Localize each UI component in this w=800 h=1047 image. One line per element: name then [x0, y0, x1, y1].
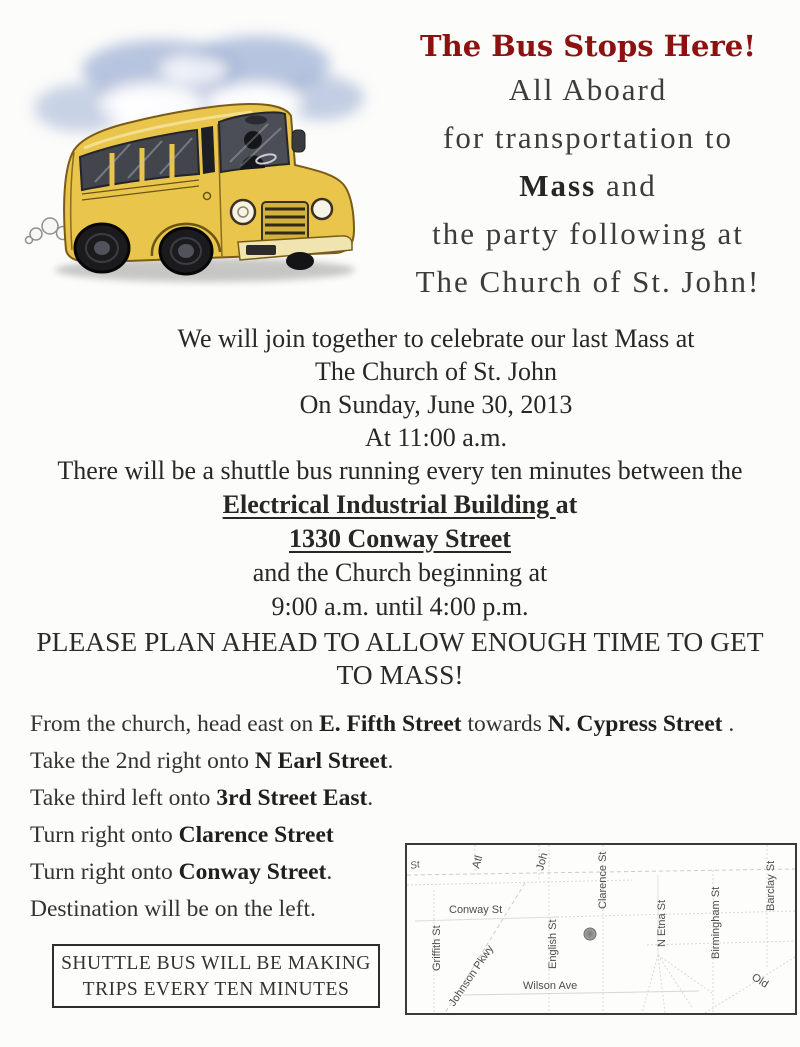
street-map [405, 843, 797, 1015]
map-label-johnson-pkwy: Johnson Pkwy [446, 943, 497, 1009]
map-label-clarence: Clarence St [597, 851, 609, 909]
direction-text: . [326, 859, 333, 885]
map-label-griffith: Griffith St [431, 925, 443, 971]
street-name-bold: Conway Street [178, 859, 327, 885]
header-line-party: the party following at [432, 216, 744, 251]
address-text: 1330 Conway Street [289, 524, 511, 553]
shuttle-building-line [0, 488, 800, 522]
building-suffix-text: at [555, 490, 578, 519]
headlight-left [231, 200, 255, 224]
side-mirror [292, 130, 305, 152]
announcement-church-line: The Church of St. John [315, 357, 557, 386]
street-name-bold: N Earl Street [254, 748, 388, 774]
street-name-bold: E. Fifth Street [319, 711, 462, 737]
exhaust-puffs [26, 218, 70, 244]
street-name-bold: Clarence Street [178, 822, 334, 848]
building-underlined-text: Electrical Industrial Building [222, 490, 556, 519]
header-line-aboard: All Aboard [508, 72, 668, 107]
direction-text: . [367, 785, 374, 811]
mass-rest-text: and [596, 168, 657, 203]
map-label-birmingham: Birmingham St [710, 886, 722, 959]
notice-line-1: SHUTTLE BUS WILL BE MAKING [61, 953, 371, 974]
announcement-join-line: We will join together to celebrate our last Mass at [177, 324, 695, 353]
shuttle-address-line [0, 522, 800, 556]
mass-bold-text: Mass [519, 168, 597, 203]
direction-text: . [387, 748, 394, 774]
direction-step [30, 743, 790, 780]
page-title: The Bus Stops Here! [420, 29, 756, 63]
map-label-wilson: Wilson Ave [523, 980, 578, 992]
map-location-marker [584, 928, 596, 940]
announcement-block [70, 322, 800, 454]
direction-text: towards [461, 711, 548, 737]
map-label-joh: Joh [534, 851, 551, 872]
notice-line-2: TRIPS EVERY TEN MINUTES [82, 979, 350, 1000]
direction-text: Destination will be on the left. [30, 896, 316, 922]
bus-windshield [219, 112, 289, 172]
street-name-bold: 3rd Street East [216, 785, 368, 811]
bus-illustration-svg [0, 12, 400, 312]
direction-step [30, 780, 790, 817]
map-label-english: English St [547, 919, 559, 969]
direction-step [30, 706, 790, 743]
wheel-rear [75, 224, 129, 272]
wheel-mid [160, 228, 212, 274]
headlight-right [312, 199, 332, 219]
announcement-date-line: On Sunday, June 30, 2013 [299, 390, 573, 419]
map-label-old: Old [749, 971, 771, 991]
announcement-time-line: At 11:00 a.m. [364, 423, 508, 452]
direction-text: Take the 2nd right onto [30, 748, 255, 774]
map-label-atl: Atl [470, 854, 486, 870]
shuttle-intro-line: There will be a shuttle bus running every ten minutes between the [57, 456, 743, 485]
map-label-st-fragment: St [409, 859, 421, 872]
direction-text: Take third left onto [30, 785, 217, 811]
shuttle-between-line: and the Church beginning at [252, 558, 548, 587]
map-label-n-etna: N Etna St [656, 899, 668, 947]
rearview-mirror [245, 116, 267, 125]
wheel-front [286, 252, 314, 270]
bus-illustration [0, 12, 400, 312]
shuttle-info-block [0, 454, 800, 691]
header-line-mass [382, 162, 794, 210]
direction-text: From the church, head east on [30, 711, 320, 737]
header-line-transport: for transportation to [443, 120, 733, 155]
street-name-bold: N. Cypress Street [547, 711, 723, 737]
shuttle-hours-line: 9:00 a.m. until 4:00 p.m. [271, 592, 529, 621]
street-map-svg [407, 845, 795, 1013]
header-line-church: The Church of St. John! [415, 264, 761, 299]
map-label-barclay: Barclay St [765, 860, 777, 911]
direction-text: Turn right onto [30, 822, 179, 848]
notice-box [52, 944, 380, 1008]
warning-line: PLEASE PLAN AHEAD TO ALLOW ENOUGH TIME TO GET TO MASS! [36, 626, 764, 690]
direction-text: . [722, 711, 735, 737]
map-label-conway: Conway St [449, 904, 503, 916]
header-block [382, 26, 794, 306]
direction-text: Turn right onto [30, 859, 179, 885]
